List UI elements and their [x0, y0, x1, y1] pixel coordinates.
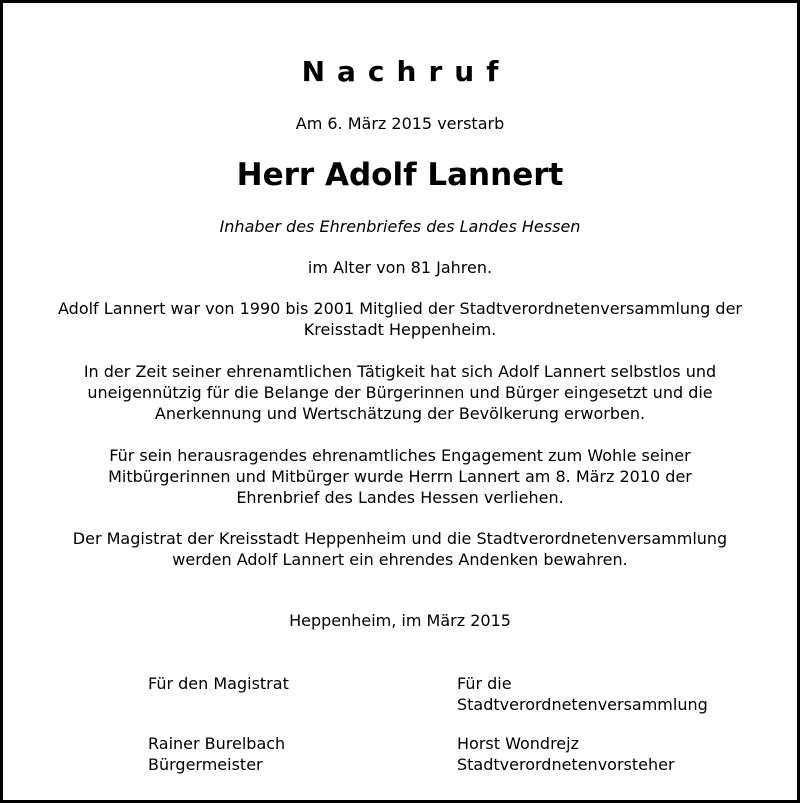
honor-line: Inhaber des Ehrenbriefes des Landes Hessen: [219, 217, 581, 236]
paragraph-membership: [0, 298, 800, 340]
paragraph-volunteer-work: [0, 361, 800, 424]
signatory-mayor: [148, 733, 285, 775]
paragraph-line: Der Magistrat der Kreisstadt Heppenheim und die Stadtverordnetenversammlung: [72, 529, 728, 548]
paragraph-remembrance: [0, 528, 800, 570]
signature-line: Stadtverordnetenversammlung: [457, 695, 708, 714]
signature-org-council: [457, 673, 708, 715]
death-date-line: Am 6. März 2015 verstarb: [295, 114, 505, 133]
paragraph-line: In der Zeit seiner ehrenamtlichen Tätigkeit hat sich Adolf Lannert selbstlos und: [83, 362, 717, 381]
paragraph-line: Für sein herausragendes ehrenamtliches Engagement zum Wohle seiner: [109, 446, 691, 465]
paragraph-honor-award: [0, 445, 800, 508]
signatory-name: Rainer Burelbach: [148, 734, 286, 753]
signature-line: Für den Magistrat: [148, 674, 289, 693]
paragraph-line: Adolf Lannert war von 1990 bis 2001 Mitglied der Stadtverordnetenversammlung der: [58, 299, 742, 318]
signature-line: Für die: [457, 674, 512, 693]
signatory-name: Horst Wondrejz: [457, 734, 579, 753]
place-and-date: Heppenheim, im März 2015: [289, 611, 511, 630]
signatory-title: Bürgermeister: [148, 755, 263, 774]
paragraph-line: werden Adolf Lannert ein ehrendes Andenken bewahren.: [172, 550, 628, 569]
notice-title: Nachruf: [301, 55, 511, 88]
signatory-title: Stadtverordnetenvorsteher: [457, 755, 675, 774]
deceased-name: Herr Adolf Lannert: [236, 157, 564, 193]
paragraph-line: Mitbürgerinnen und Mitbürger wurde Herrn Lannert am 8. März 2010 der: [108, 467, 692, 486]
signatory-council-chair: [457, 733, 675, 775]
paragraph-line: Anerkennung und Wertschätzung der Bevölkerung erworben.: [154, 404, 646, 423]
age-line: im Alter von 81 Jahren.: [307, 258, 493, 277]
paragraph-line: Ehrenbrief des Landes Hessen verliehen.: [236, 488, 564, 507]
paragraph-line: uneigennützig für die Belange der Bürgerinnen und Bürger eingesetzt und die: [87, 383, 713, 402]
signature-org-magistrat: [148, 673, 289, 694]
paragraph-line: Kreisstadt Heppenheim.: [303, 320, 497, 339]
